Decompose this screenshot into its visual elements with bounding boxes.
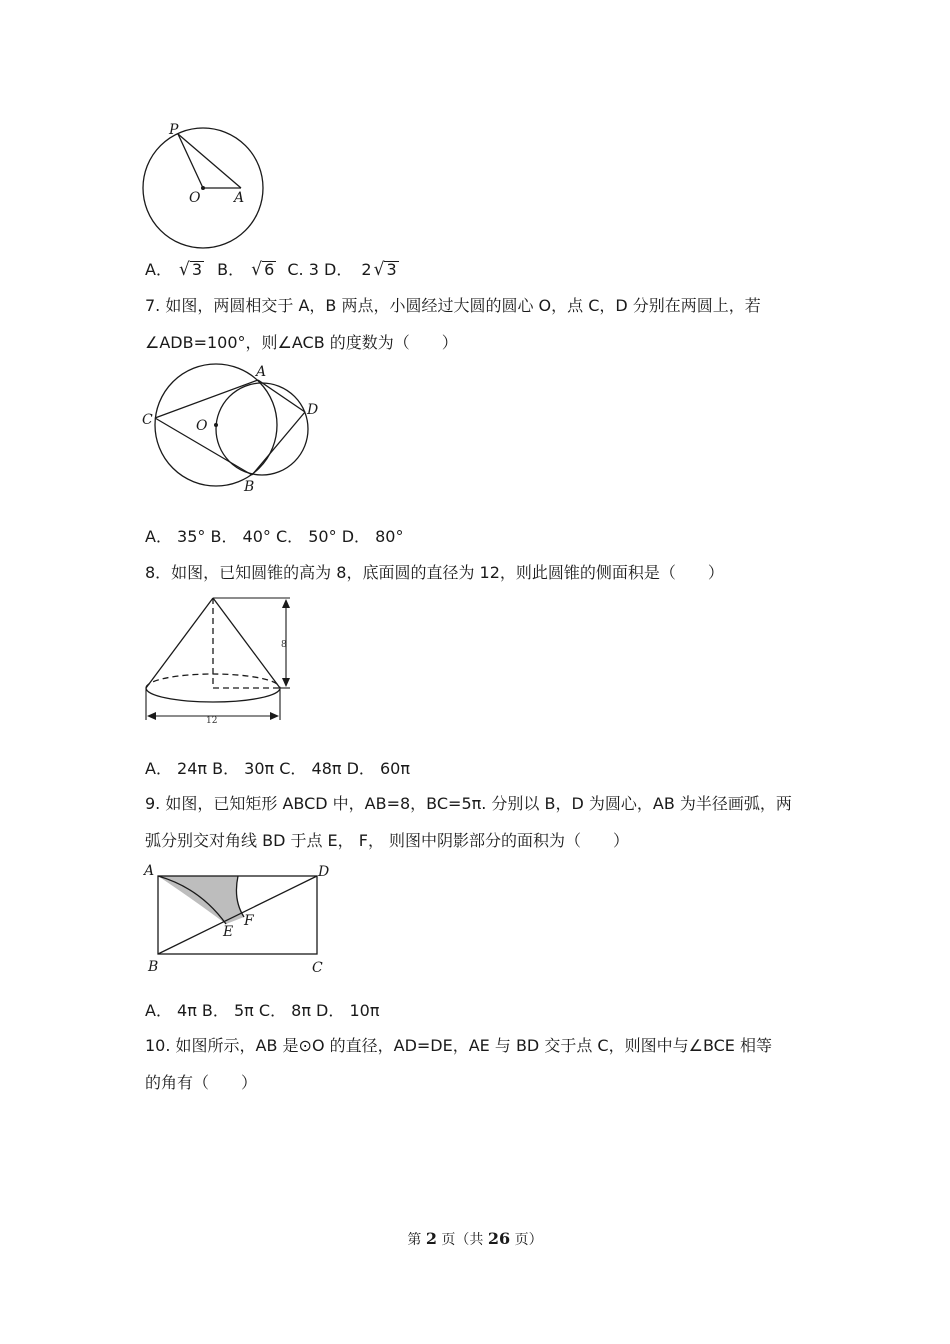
q6-option-d-prefix: D． [324,260,353,279]
q8-height-label: 8 [281,640,287,650]
footer-middle: 页（共 [436,1232,488,1248]
q8-stem: 8．如图，已知圆锥的高为 8，底面圆的直径为 12，则此圆锥的侧面积是（ ） [145,563,724,582]
q7-options: A． 35° B． 40° C． 50° D． 80° [145,527,404,546]
q6-option-a-prefix: A． [145,260,172,279]
q7-figure [140,362,340,497]
q9-label-c: C [312,960,323,976]
q8-height-arrow-top [282,599,290,608]
q6-label-p: P [169,122,179,138]
q7-label-c: C [142,412,153,428]
q6-option-d-radicand: 3 [386,260,397,279]
q7-label-a: A [256,364,267,380]
q6-option-b-prefix: B． [217,260,245,279]
q7-label-o: O [196,418,208,434]
q7-stem-line1: 7. 如图，两圆相交于 A，B 两点，小圆经过大圆的圆心 O，点 C，D 分别在两圆上，若 [145,296,761,315]
q7-center-dot [214,423,218,427]
q9-stem-line2: 弧分别交对角线 BD 于点 E， F， 则图中阴影部分的面积为（ ） [145,831,630,850]
q6-figure [135,120,275,260]
q8-diameter-arrow-left [147,712,156,720]
q6-segment-po [178,134,203,188]
q6-option-b-sqrt: √ 6 [251,259,275,281]
q6-option-d-coef: 2 [361,260,372,279]
q8-options: A． 24π B． 30π C． 48π D． 60π [145,759,410,778]
q9-label-b: B [148,959,159,975]
q6-label-o: O [189,190,201,206]
footer-prefix: 第 [407,1232,426,1248]
q7-segment-ad [258,380,305,412]
q8-diameter-label: 12 [206,716,218,726]
q9-label-f: F [244,913,254,929]
footer-total-pages: 26 [487,1229,511,1248]
footer-page-number: 2 [425,1229,437,1248]
q6-option-a-sqrt: √ 3 [179,259,203,281]
q8-base-front [146,688,280,702]
q9-label-a: A [144,863,155,879]
q9-stem-line1: 9. 如图，已知矩形 ABCD 中，AB=8，BC=5π. 分别以 B，D 为圆心，AB 为半径画弧，两 [145,794,792,813]
q6-option-b-radicand: 6 [264,260,275,279]
q7-small-circle [216,383,308,475]
q7-label-b: B [244,479,255,495]
q6-center-dot [201,186,205,190]
q7-label-d: D [307,402,319,418]
q7-stem-line2: ∠ADB=100°，则∠ACB 的度数为（ ） [145,333,458,352]
q6-label-a: A [234,190,245,206]
q8-figure [140,592,310,727]
q9-options: A． 4π B． 5π C． 8π D． 10π [145,1001,380,1020]
q9-label-d: D [318,864,330,880]
footer-suffix: 页） [510,1232,543,1248]
q6-option-c: C. 3 [287,260,319,279]
q6-option-a-radicand: 3 [191,260,203,279]
q10-stem-line1: 10. 如图所示，AB 是⊙O 的直径，AD=DE，AE 与 BD 交于点 C，则图中与∠BCE 相等 [145,1036,773,1055]
q9-figure [140,860,340,980]
q10-stem-line2: 的角有（ ） [145,1073,258,1092]
q9-label-e: E [223,924,234,940]
q9-shaded-region [158,876,244,924]
q6-option-d-sqrt: √ 3 [373,259,397,281]
q7-segment-ca [155,380,258,418]
q8-diameter-arrow-right [270,712,279,720]
q6-segment-pa [178,134,241,188]
q7-segment-db [252,412,305,475]
page-footer [0,1229,950,1249]
q8-height-arrow-bottom [282,678,290,687]
q6-options [145,260,399,280]
